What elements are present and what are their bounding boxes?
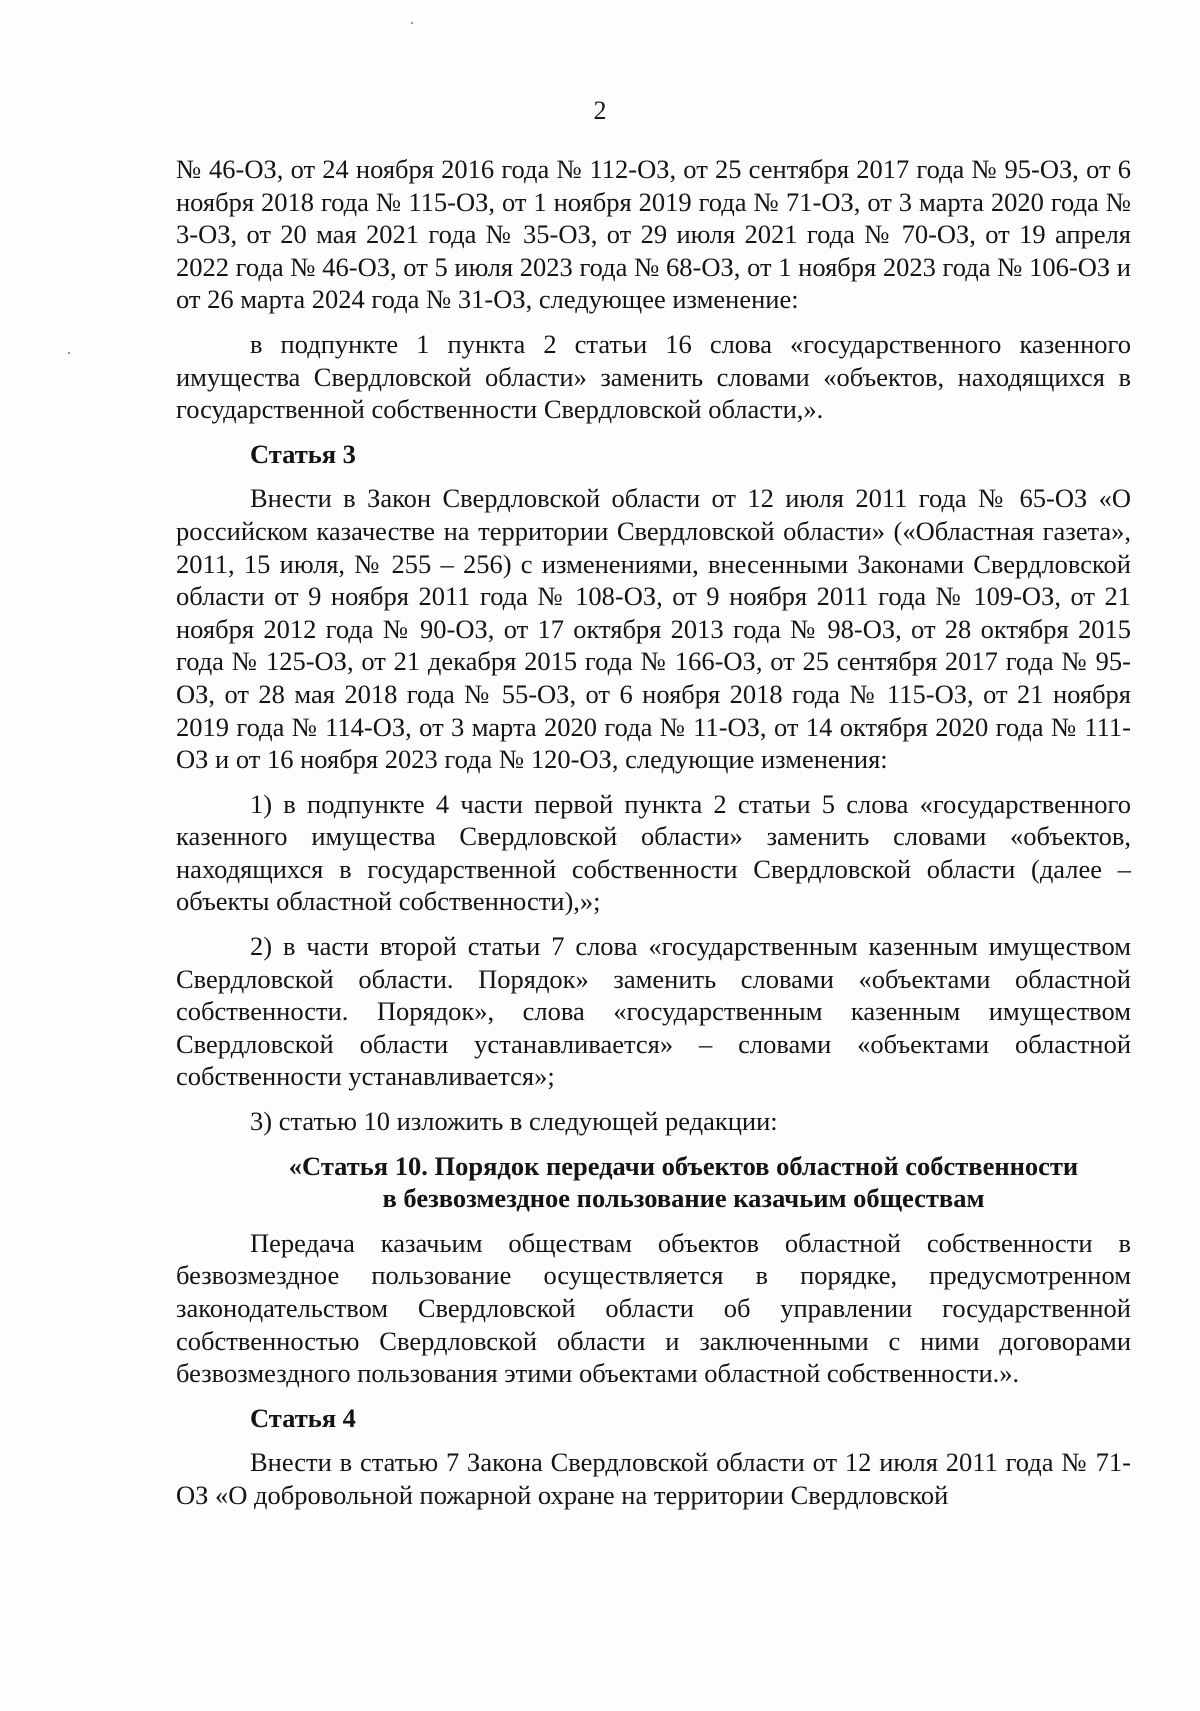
paragraph-amendments-list: № 46-ОЗ, от 24 ноября 2016 года № 112-ОЗ, от 25 сентября 2017 года № 95-ОЗ, от 6 ноября 2018 года № 115-ОЗ, от 1 ноября 2019 года № 71-ОЗ, от 3 марта 2020 года № 3-ОЗ, от 20 мая 2021 года № 35-ОЗ, от 29 июля 2021 года № 70-ОЗ, от 19 апреля 2022 года № 46-ОЗ, от 5 июля 2023 года № 68-ОЗ, от 1 ноября 2023 года № 106-ОЗ и от 26 марта 2024 года № 31-ОЗ, следующее изменение:: [176, 154, 1131, 315]
scan-speck: [411, 22, 413, 24]
article-10-title-line2: в безвозмездное пользование казачьим обществам: [382, 1183, 985, 1214]
paragraph-article2-change: в подпункте 1 пункта 2 статьи 16 слова «государственного казенного имущества Свердловской области» заменить словами «объектов, находящихся в государственной собственности Свердловской области,».: [176, 328, 1131, 425]
paragraph-article3-item2: 2) в части второй статьи 7 слова «государственным казенным имуществом Свердловской области. Порядок» заменить словами «объектами областной собственности. Порядок», слова «государственным казенным имуществом Свердловской области устанавливается» – словами «объектами областной собственности устанавливается»;: [176, 931, 1131, 1092]
article-3-heading: Статья 3: [250, 438, 356, 469]
paragraph-article3-intro: Внести в Закон Свердловской области от 12 июля 2011 года № 65-ОЗ «О российском казачестве на территории Свердловской области» («Областная газета», 2011, 15 июля, № 255 – 256) с изменениями, внесенными Законами Свердловской области от 9 ноября 2011 года № 108-ОЗ, от 9 ноября 2011 года № 109-ОЗ, от 21 ноября 2012 года № 90-ОЗ, от 17 октября 2013 года № 98-ОЗ, от 28 октября 2015 года № 125-ОЗ, от 21 декабря 2015 года № 166-ОЗ, от 25 сентября 2017 года № 95-ОЗ, от 28 мая 2018 года № 55-ОЗ, от 6 ноября 2018 года № 115-ОЗ, от 21 ноября 2019 года № 114-ОЗ, от 3 марта 2020 года № 11-ОЗ, от 14 октября 2020 года № 111-ОЗ и от 16 ноября 2023 года № 120-ОЗ, следующие изменения:: [176, 483, 1131, 775]
paragraph-article3-item1: 1) в подпункте 4 части первой пункта 2 статьи 5 слова «государственного казенного имущества Свердловской области» заменить словами «объектов, находящихся в государственной собственности Свердловской области (далее – объекты областной собственности),»;: [176, 788, 1131, 917]
article-4-heading: Статья 4: [250, 1402, 356, 1433]
document-body: [176, 153, 1131, 1524]
paragraph-article10-text: Передача казачьим обществам объектов областной собственности в безвозмездное пользование осуществляется в порядке, предусмотренном законодательством Свердловской области об управлении государственной собственностью Свердловской области и заключенными с ними договорами безвозмездного пользования этими объектами областной собственности.».: [176, 1227, 1131, 1389]
scan-speck: [68, 352, 70, 354]
paragraph-article4-intro: Внести в статью 7 Закона Свердловской области от 12 июля 2011 года № 71-ОЗ «О добровольной пожарной охране на территории Свердловской: [176, 1447, 1131, 1510]
article-10-title-line1: «Статья 10. Порядок передачи объектов областной собственности: [288, 1150, 1079, 1181]
page-number: 2: [593, 96, 607, 125]
paragraph-article3-item3: 3) статью 10 изложить в следующей редакции:: [250, 1106, 778, 1137]
article-10-title: [176, 1150, 1131, 1215]
